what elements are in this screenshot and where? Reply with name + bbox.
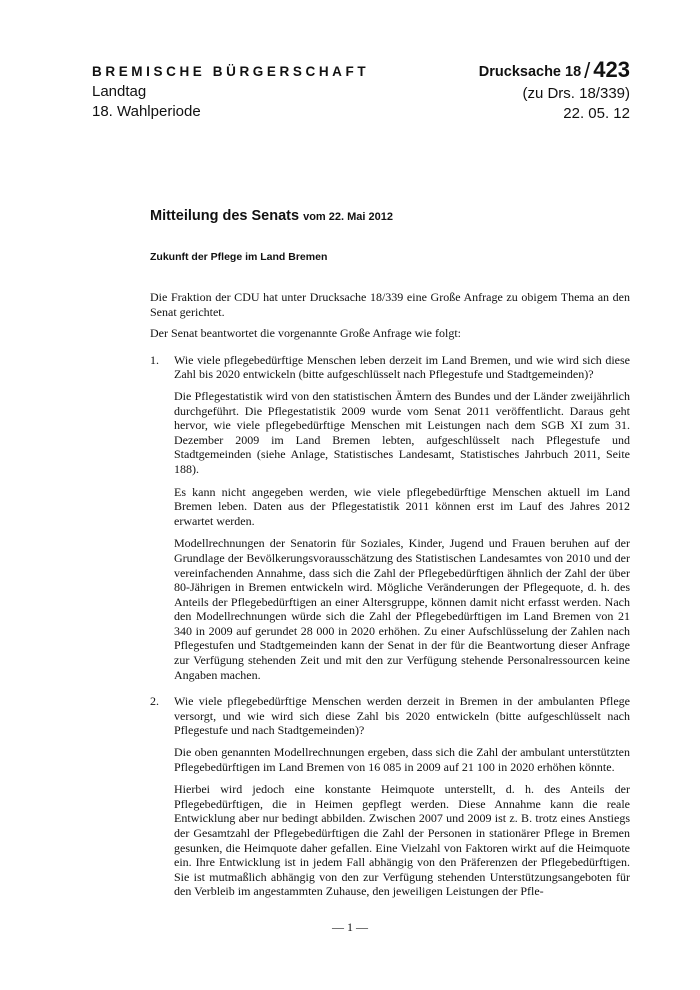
question-text: Wie viele pflegebedürftige Menschen werden derzeit in Bremen in der ambulanten Pflege versorgt, und wie wird sich diese Zahl bis 2020 entwickeln (bitte aufgeschlüsselt nach Pflegestufe und nach Stadtgemeinden)? [174, 694, 630, 738]
answer-paragraph: Hierbei wird jedoch eine konstante Heimquote unterstellt, d. h. des Anteils der Pflegebedürftigen, die in Heimen gepflegt werden. Diese Annahme kann die reale Entwicklung aber nur bedingt abbilden. Zwischen 2007 und 2009 ist z. B. trotz eines Anstiegs der Gesamtzahl der Pflegebedürftigen die Zahl der Personen in stationärer Pflege in Bremen gesunken, die Heimquote daher gefallen. Eine Vielzahl von Faktoren wirkt auf die Heimquote ein. Ihre Entwicklung ist in jedem Fall abhängig von den Präferenzen der Pflegebedürftigen. Sie ist mutmaßlich abhängig von den zur Verfügung stehenden Unterstützungsangeboten für den Verbleib im angestammten Zuhause, den jeweiligen Leistungen der Pfle- [174, 782, 630, 899]
answer-paragraph: Die oben genannten Modellrechnungen ergeben, dass sich die Zahl der ambulant unterstützten Pflegebedürftigen im Land Bremen von 16 085 in 2009 auf 21 100 in 2020 erhöhen könnte. [174, 745, 630, 774]
document-number [479, 58, 630, 84]
institution-name: BREMISCHE BÜRGERSCHAFT [92, 64, 370, 79]
question-text: Wie viele pflegebedürftige Menschen leben derzeit im Land Bremen, und wie wird sich diese Zahl bis 2020 entwickeln (bitte aufgeschlüsselt nach Pflegestufe und Stadtgemeinden)? [174, 352, 630, 382]
document-number-value: 423 [593, 57, 630, 82]
page-number: — 1 — [332, 920, 368, 934]
question-item [150, 694, 630, 899]
document-header-left [92, 62, 369, 122]
question-number: 1. [150, 352, 159, 367]
intro-paragraph: Der Senat beantwortet die vorgenannte Große Anfrage wie folgt: [150, 326, 462, 341]
chamber-name: Landtag [92, 83, 147, 100]
document-header-right [479, 58, 630, 124]
intro-paragraph: Die Fraktion der CDU hat unter Drucksache 18/339 eine Große Anfrage zu obigem Thema an den Senat gerichtet. [150, 290, 630, 319]
page-title [150, 208, 393, 224]
question-item [150, 353, 630, 682]
title-main: Mitteilung des Senats [150, 208, 300, 224]
reference-document: (zu Drs. 18/339) [522, 85, 630, 102]
legislative-period: 18. Wahlperiode [92, 103, 201, 120]
subject-heading: Zukunft der Pflege im Land Bremen [150, 251, 328, 263]
answer-paragraph: Modellrechnungen der Senatorin für Soziales, Kinder, Jugend und Frauen beruhen auf der Grundlage der Bevölkerungsvorausschätzung des Statistischen Landesamtes von 2010 und der vereinfachenden Annahme, dass sich die Zahl der Pflegebedürftigen ähnlich der Zahl der über 80-Jährigen in Bremen entwickeln wird. Mögliche Veränderungen der Pflegequote, d. h. des Anteils der Pflegebedürftigen an einer Altersgruppe, können damit nicht erfasst werden. Nach den Modellrechnungen würde sich die Zahl der Pflegebedürftigen im Land Bremen von 21 340 in 2009 auf gerundet 28 000 in 2020 erhöhen. Zu einer Aufschlüsselung der Zahlen nach Pflegestufen und Stadtgemeinden kann der Senat in der für die Beantwortung dieser Anfrage zur Verfügung stehenden Zeit und mit den zur Verfügung stehende Personalressourcen keine Angaben machen. [174, 536, 630, 682]
answer-paragraph: Es kann nicht angegeben werden, wie viele pflegebedürftige Menschen aktuell im Land Bremen leben. Daten aus der Pflegestatistik 2011 können erst im Lauf des Jahres 2012 erwartet werden. [174, 484, 630, 528]
answer-paragraph: Die Pflegestatistik wird von den statistischen Ämtern des Bundes und der Länder zweijährlich durchgeführt. Die Pflegestatistik 2009 wurde vom Senat 2011 veröffentlicht. Daraus geht hervor, wie viele pflegebedürftige Menschen mit Leistungen nach dem SGB XI zum 31. Dezember 2009 im Land Bremen lebten, aufgeschlüsselt nach Pflegestufe und Stadtgemeinden (siehe Anlage, Statistisches Landesamt, Statistisches Jahrbuch 2011, Seite 188). [174, 388, 630, 476]
title-date: vom 22. Mai 2012 [303, 211, 393, 223]
document-label: Drucksache 18 [478, 64, 582, 80]
document-date: 22. 05. 12 [563, 105, 630, 122]
document-body [150, 290, 630, 907]
document-slash: / [584, 58, 591, 83]
question-number: 2. [150, 694, 159, 709]
